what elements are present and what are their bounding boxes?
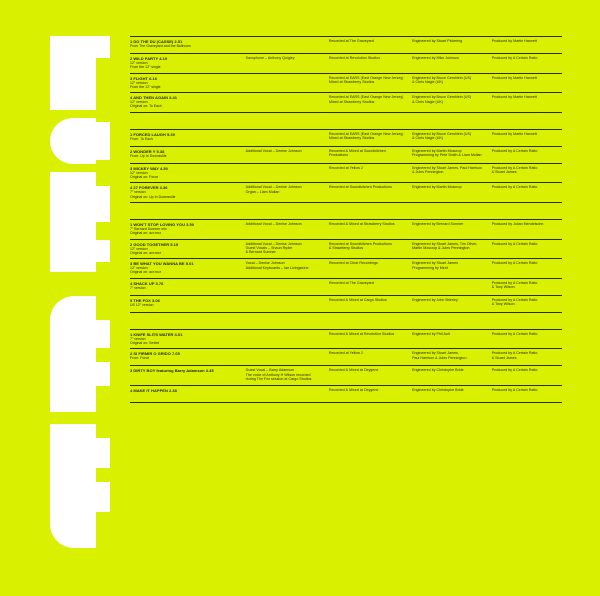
engineered-line: Programming by Merit	[412, 265, 448, 270]
track-subtitle: Original on: Sextet	[130, 341, 160, 346]
track-credit-cell	[246, 185, 329, 194]
track-engineered-cell	[412, 95, 492, 104]
track-row	[130, 147, 562, 164]
decorative-shape-5	[50, 424, 96, 548]
produced-line: Produced by A Certain Ratio	[491, 241, 538, 246]
recorded-line: Mixed at Strawberry Studios	[328, 136, 375, 141]
track-title-cell	[130, 368, 246, 373]
produced-line: Produced by A Certain Ratio	[491, 351, 538, 356]
track-engineered-cell	[412, 56, 492, 60]
track-title-cell	[130, 132, 246, 141]
decorative-shape-5c	[96, 482, 110, 512]
track-subtitle: 12" version	[130, 100, 148, 105]
track-recorded-cell	[329, 332, 412, 336]
recorded-line: Recorded at Soundkitchen Productions	[328, 185, 392, 190]
engineered-line: Engineered by John Brierley	[412, 297, 458, 302]
produced-line: Produced by Martin Hannett	[491, 131, 537, 136]
track-subtitle: 12" version	[130, 246, 148, 251]
track-row	[130, 37, 562, 54]
recorded-line: Mixed at Strawberry Studios	[328, 80, 375, 84]
track-row	[130, 259, 562, 279]
track-credit-cell	[246, 368, 329, 381]
engineered-line: Engineered by Stuart James	[412, 261, 458, 266]
tracklist	[130, 36, 562, 403]
credit-line: during The Fox session at Cargo Studios	[245, 377, 312, 382]
track-title: 1 FORCED LAUGH 5.39	[130, 131, 175, 137]
track-title-cell	[130, 298, 246, 307]
recorded-line: Recorded at EARS (East Orange New Jersey)	[328, 95, 404, 100]
track-subtitle: 7" version	[130, 190, 146, 195]
track-row	[130, 54, 562, 74]
engineered-line: Engineered by Mike Johnson	[412, 56, 459, 60]
tracklist-group-side-d	[130, 329, 562, 403]
decorative-shape-3c	[96, 240, 110, 262]
track-title-cell	[130, 39, 246, 48]
engineered-line: & Chris Nagle (UK)	[412, 80, 444, 84]
track-subtitle: Original on: acr:mcr	[130, 270, 161, 275]
decorative-shape-4	[50, 296, 96, 412]
track-recorded-cell	[329, 76, 412, 85]
credit-line: Additional Vocal – Denise Johnson	[245, 185, 302, 190]
decorative-shape-3	[50, 172, 96, 272]
recorded-line: Recorded at Yellow 2	[328, 351, 364, 356]
engineered-line: Programming by Pete Smith & Liam Mullan	[412, 153, 482, 158]
track-engineered-cell	[412, 149, 492, 158]
credit-line: The voice of Anthony H Wilson recorded	[245, 372, 311, 377]
track-row	[130, 366, 562, 385]
track-produced-cell	[492, 56, 562, 60]
track-engineered-cell	[412, 132, 492, 141]
track-subtitle: From: Up In Downsville	[130, 153, 167, 158]
recorded-line: Recorded at Clear Recordings	[328, 261, 378, 266]
recorded-line: Recorded at Soundkitchen Productions	[328, 241, 392, 246]
track-title: 2 WILD PARTY 4.19	[130, 56, 168, 61]
produced-line: & Tony Wilson	[491, 302, 515, 307]
track-recorded-cell	[329, 95, 412, 104]
recorded-line: Mixed at Strawberry Studios	[328, 99, 375, 104]
engineered-line: Engineered by Stuart James, Paul Harrison	[412, 165, 483, 170]
recorded-line: Recorded & Mixed at Soundkitchen	[328, 148, 386, 153]
produced-line: Produced by A Certain Ratio	[491, 261, 538, 266]
track-subtitle: 12" version	[130, 170, 148, 175]
produced-line: Produced by Julian Mendelsohn	[491, 221, 544, 226]
produced-line: Produced by A Certain Ratio	[491, 148, 538, 153]
decorative-shape-1	[50, 36, 96, 110]
track-recorded-cell	[329, 281, 412, 285]
produced-line: Produced by A Certain Ratio	[491, 185, 538, 190]
engineered-line: & Chris Nagle (UK)	[412, 136, 444, 141]
track-engineered-cell	[412, 388, 492, 392]
track-row	[130, 349, 562, 366]
track-subtitle: Original on: acr:mcr	[130, 231, 161, 236]
track-row	[130, 74, 562, 94]
track-engineered-cell	[412, 261, 492, 270]
track-subtitle: 7" version	[130, 336, 146, 341]
recorded-line: Recorded at Yellow 2	[328, 165, 364, 170]
credit-line: Additional Vocal – Denise Johnson	[245, 221, 302, 226]
track-title-cell	[130, 185, 246, 199]
track-produced-cell	[492, 95, 562, 99]
track-title: 2 GOOD TOGETHER 5.19	[130, 241, 179, 247]
track-title: 3 MICKEY WAY 4.50	[130, 165, 168, 171]
track-engineered-cell	[412, 332, 492, 336]
decorative-shape-2b	[96, 122, 110, 160]
track-row	[130, 220, 562, 240]
track-recorded-cell	[329, 261, 412, 265]
produced-line: Produced by A Certain Ratio	[491, 165, 538, 170]
track-row	[130, 183, 562, 203]
credit-line: Vocal – Denise Johnson	[245, 261, 285, 266]
track-title: 4 SHACK UP 3.76	[130, 280, 164, 286]
track-row	[130, 240, 562, 260]
engineered-line: Engineered by Stuart Pickering	[412, 39, 463, 43]
track-recorded-cell	[329, 298, 412, 302]
track-row	[130, 279, 562, 296]
track-produced-cell	[492, 76, 562, 80]
engineered-line: Paul Harrison & Jules Pennington	[412, 355, 467, 360]
engineered-line: Engineered by Martin Moscrop	[412, 185, 462, 190]
track-engineered-cell	[412, 242, 492, 251]
produced-line: Produced by A Certain Ratio	[491, 368, 538, 373]
recorded-line: Recorded at EARS (East Orange New Jersey)	[328, 75, 404, 80]
recorded-line: Recorded & Mixed at Oxygene	[328, 368, 379, 373]
track-title-cell	[130, 261, 246, 275]
track-subtitle: Original on: acr:mcr	[130, 250, 161, 255]
produced-line: Produced by A Certain Ratio	[491, 387, 538, 392]
track-subtitle: 12" version	[130, 61, 148, 65]
track-title-cell	[130, 76, 246, 90]
track-subtitle: From The Graveyard and the Ballroom	[130, 44, 191, 48]
track-credit-cell	[246, 56, 329, 60]
track-produced-cell	[492, 166, 562, 175]
tracklist-group-side-c	[130, 219, 562, 313]
produced-line: Produced by A Certain Ratio	[491, 331, 538, 336]
track-row	[130, 330, 562, 350]
track-title: 4 AND THEN AGAIN 3.41	[130, 95, 178, 101]
recorded-line: Recorded at EARS (East Orange New Jersey)	[328, 131, 404, 136]
track-title-cell	[130, 149, 246, 158]
recorded-line: Recorded & Mixed at Oxygene	[328, 387, 379, 392]
track-subtitle: From: To Each	[130, 136, 153, 141]
track-subtitle: Original on: Force	[130, 175, 159, 180]
track-title: 4 MAKE IT HAPPEN 2.38	[130, 387, 177, 393]
track-recorded-cell	[329, 242, 412, 251]
recorded-line: Recorded & Mixed at Revolution Studios	[328, 331, 395, 336]
track-engineered-cell	[412, 185, 492, 189]
decorative-shape-5b	[96, 438, 110, 468]
track-produced-cell	[492, 281, 562, 290]
engineered-line: & Chris Nagle (UK)	[412, 99, 444, 104]
engineered-line: Engineered by Stuart James,	[412, 351, 459, 356]
track-title-cell	[130, 95, 246, 109]
track-recorded-cell	[329, 368, 412, 372]
engineered-line: Engineered by Christophe Bride	[412, 368, 464, 373]
track-title-cell	[130, 388, 246, 393]
track-subtitle: Original on: Up In Downsville	[130, 194, 176, 199]
track-recorded-cell	[329, 56, 412, 60]
track-row	[130, 296, 562, 313]
track-title-cell	[130, 242, 246, 256]
engineered-line: Engineered by Bruce Gershlein (US)	[412, 95, 472, 100]
engineered-line: Engineered by Christophe Bride	[412, 387, 464, 392]
engineered-line: Engineered by Bernard Sumner	[412, 221, 464, 226]
engineered-line: Engineered by Martin Moscrop	[412, 148, 462, 153]
track-recorded-cell	[329, 185, 412, 189]
produced-line: Produced by A Certain Ratio	[491, 280, 538, 285]
produced-line: & Stuart James	[491, 170, 517, 175]
track-produced-cell	[492, 132, 562, 136]
track-credit-cell	[246, 261, 329, 270]
track-subtitle: From: Force	[130, 356, 150, 361]
track-row	[130, 164, 562, 184]
recorded-line: & Strawberry Studios	[328, 245, 364, 250]
recorded-line: Productions	[328, 153, 349, 158]
track-title: 1 WON'T STOP LOVING YOU 3.50	[130, 221, 194, 227]
credit-line: Additional Keyboards – Ian Livingstone	[245, 265, 309, 270]
track-title: 3 DIRTY BOY featuring Barry Adamson 3.45	[130, 368, 214, 374]
track-subtitle: From the 12" single	[130, 65, 161, 70]
recorded-line: Recorded at The Graveyard	[328, 280, 374, 285]
track-produced-cell	[492, 261, 562, 265]
track-produced-cell	[492, 388, 562, 392]
track-title: 5 THE FOX 3.06	[130, 297, 160, 303]
track-title-cell	[130, 166, 246, 180]
track-subtitle: 7" version	[130, 285, 146, 290]
track-produced-cell	[492, 185, 562, 189]
track-row	[130, 93, 562, 113]
track-subtitle: 7" Bernard Sumner mix	[130, 226, 167, 231]
tracklist-group-side-a	[130, 36, 562, 113]
track-recorded-cell	[329, 132, 412, 141]
produced-line: Produced by A Certain Ratio	[491, 56, 538, 60]
track-title-cell	[130, 351, 246, 360]
track-produced-cell	[492, 149, 562, 153]
produced-line: Produced by Martin Hannett	[491, 95, 537, 100]
track-engineered-cell	[412, 368, 492, 372]
track-recorded-cell	[329, 39, 412, 43]
credit-line: Organ – Liam Mullan	[245, 189, 280, 194]
track-row	[130, 130, 562, 147]
track-recorded-cell	[329, 222, 412, 226]
track-title-cell	[130, 56, 246, 70]
track-credit-cell	[246, 242, 329, 255]
produced-line: & Tony Wilson	[491, 285, 515, 290]
track-subtitle: Original on: To Each	[130, 104, 162, 109]
track-engineered-cell	[412, 351, 492, 360]
track-title-cell	[130, 222, 246, 236]
track-produced-cell	[492, 298, 562, 307]
track-produced-cell	[492, 368, 562, 372]
credit-line: Saxophone – Anthony Quigley	[245, 56, 295, 60]
recorded-line: Recorded & Mixed at Strawberry Studios	[328, 221, 395, 226]
engineered-line: Engineered by Stuart James, Tim Oliver,	[412, 241, 478, 246]
track-engineered-cell	[412, 39, 492, 43]
recorded-line: Recorded at Revolution Studios	[328, 56, 381, 60]
track-recorded-cell	[329, 388, 412, 392]
decorative-shape-4c	[96, 362, 110, 386]
track-engineered-cell	[412, 222, 492, 226]
decorative-shape-4b	[96, 320, 110, 348]
track-produced-cell	[492, 39, 562, 43]
track-title: 1 KNIFE SLITS WATER 4.01	[130, 331, 183, 337]
track-engineered-cell	[412, 166, 492, 175]
track-engineered-cell	[412, 298, 492, 302]
track-recorded-cell	[329, 149, 412, 158]
decorative-shape-3b	[96, 186, 110, 222]
produced-line: Produced by Martin Hannett	[491, 39, 537, 43]
track-engineered-cell	[412, 76, 492, 85]
track-subtitle: 12" version	[130, 266, 148, 271]
track-subtitle: From the 12" single	[130, 84, 161, 89]
credit-line: & Bernard Sumner	[245, 250, 276, 255]
track-produced-cell	[492, 332, 562, 336]
track-produced-cell	[492, 351, 562, 360]
track-title: 3 FLIGHT 6.16	[130, 75, 157, 81]
credit-line: Additional Vocal – Denise Johnson	[245, 148, 302, 153]
track-subtitle: US 12" version	[130, 302, 154, 307]
produced-line: Produced by Martin Hannett	[491, 75, 537, 80]
track-recorded-cell	[329, 351, 412, 355]
produced-line: & Stuart James	[491, 355, 517, 360]
track-produced-cell	[492, 242, 562, 246]
track-title-cell	[130, 281, 246, 290]
track-produced-cell	[492, 222, 562, 226]
track-row	[130, 386, 562, 403]
track-credit-cell	[246, 149, 329, 153]
decorative-shape-1b	[96, 36, 110, 58]
track-credit-cell	[246, 222, 329, 226]
recorded-line: Recorded & Mixed at Cargo Studios	[328, 297, 387, 302]
engineered-line: Martin Moscrop & Jules Pennington	[412, 245, 470, 250]
track-title: 1 DO THE DU (CASSE) 2.51	[130, 39, 183, 44]
engineered-line: Engineered by Bruce Gershlein (US)	[412, 131, 472, 136]
track-subtitle: 12" version	[130, 80, 148, 85]
credit-line: Guest Vocals – Shaun Ryder	[245, 245, 293, 250]
engineered-line: Engineered by Bruce Gershlein (US)	[412, 75, 472, 80]
decorative-shape-2	[50, 118, 96, 164]
engineered-line: Engineered by Phil Ault	[412, 331, 450, 336]
track-title: 2 WONDER Y 5.38	[130, 148, 165, 154]
track-recorded-cell	[329, 166, 412, 170]
credit-line: Guest Vocal – Barry Adamson	[245, 368, 295, 373]
recorded-line: Recorded at The Graveyard	[328, 39, 374, 43]
engineered-line: & Jules Pennington	[412, 170, 444, 175]
track-title-cell	[130, 332, 246, 346]
track-title: 2 SI FIRMIR O GRIDO 7.05	[130, 351, 180, 357]
track-title: 3 BE WHAT YOU WANNA BE 5.01	[130, 261, 194, 267]
produced-line: Produced by A Certain Ratio	[491, 297, 538, 302]
track-title: 4 27 FOREVER 3.36	[130, 185, 168, 191]
tracklist-group-side-b	[130, 129, 562, 203]
credit-line: Additional Vocal – Denise Johnson	[245, 241, 302, 246]
